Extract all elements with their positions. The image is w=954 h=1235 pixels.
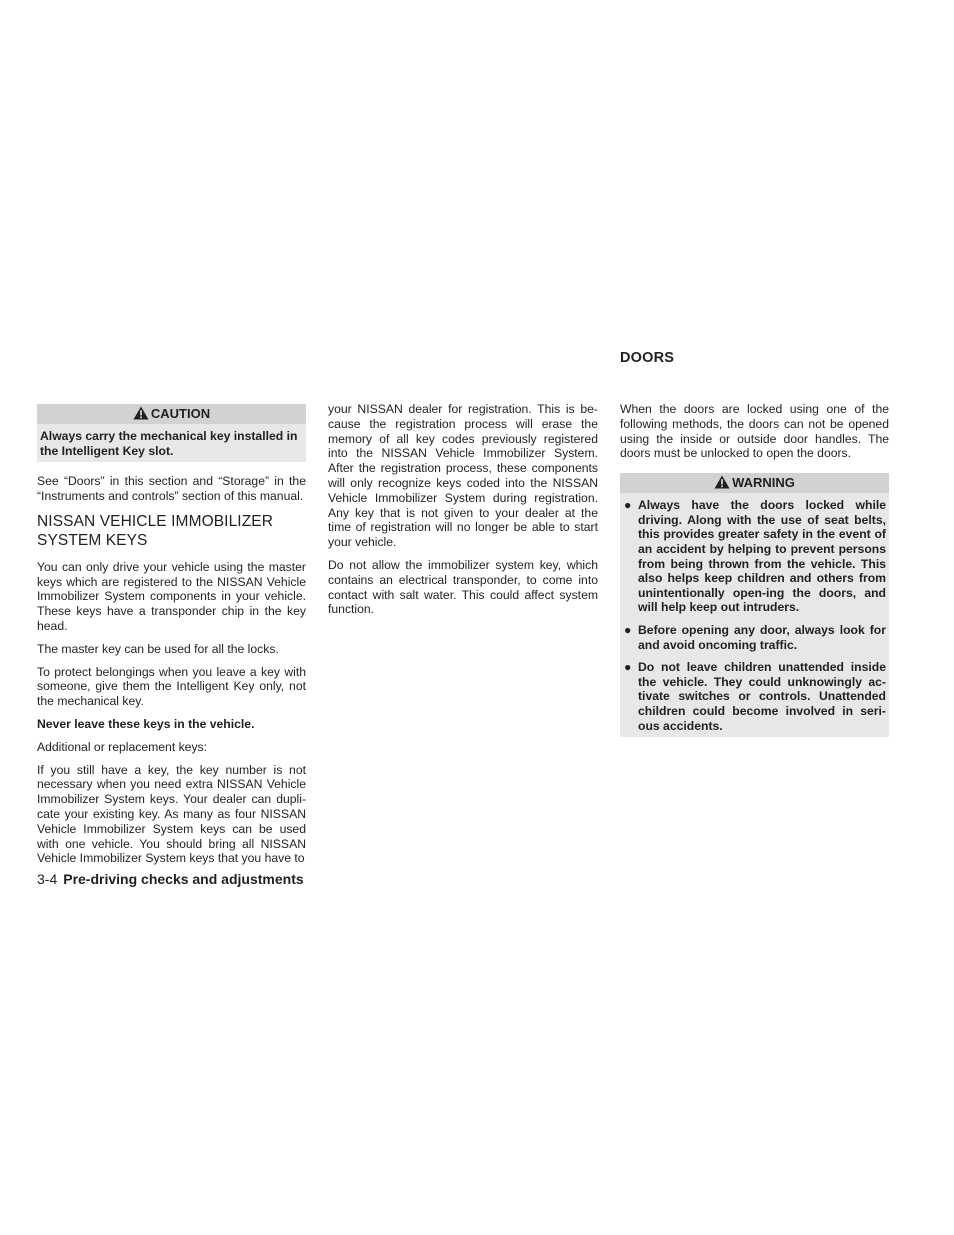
list-item-text: Do not leave children unattended inside the vehicle. They could unknowingly ac-tivate switches or controls. Unattended children could become involved in seri-ous accidents. [638,660,886,733]
paragraph: your NISSAN dealer for registration. This is be-cause the registration process will erase the memory of all key codes previously registered into the NISSAN Vehicle Immobilizer System. After the registration process, these components will only recognize keys coded into the NISSAN Vehicle Immobilizer System during registration. Any key that is not given to your dealer at the time of registration will no longer be able to start your vehicle. [328,402,598,550]
warning-list [620,493,889,737]
warning-header [620,473,889,493]
paragraph: You can only drive your vehicle using the master keys which are registered to the NISSAN Vehicle Immobilizer System components in your vehicle. These keys have a transponder chip in the key head. [37,559,306,633]
doors-section-title: DOORS [620,350,675,366]
bullet-icon: ● [624,498,632,513]
list-item [623,623,886,652]
doors-intro: When the doors are locked using one of the following methods, the doors can not be opened using the inside or outside door handles. The doors must be unlocked to open the doors. [620,402,889,461]
warning-triangle-icon [714,475,730,489]
caution-heading: CAUTION [150,406,211,421]
caution-box [37,404,306,462]
list-item-text: Before opening any door, always look for and avoid oncoming traffic. [638,622,886,652]
right-column [620,402,889,749]
left-column [37,404,306,874]
paragraph: The master key can be used for all the locks. [37,641,279,656]
bold-notice: Never leave these keys in the vehicle. [37,716,255,731]
page-footer [37,871,304,888]
warning-body [620,493,889,737]
warning-heading: WARNING [732,475,795,491]
caution-text: Always carry the mechanical key installed in the Intelligent Key slot. [37,424,306,462]
page-number: 3-4 [37,871,58,887]
paragraph: Additional or replacement keys: [37,739,208,754]
caution-header [37,404,306,424]
middle-column [328,402,598,625]
intro-paragraph: See “Doors” in this section and “Storage” in the “Instruments and controls” section of this manual. [37,474,306,503]
paragraph: To protect belongings when you leave a key with someone, give them the Intelligent Key only, not the mechanical key. [37,664,306,709]
bullet-icon: ● [624,622,632,637]
warning-triangle-icon [133,406,149,420]
list-item [623,498,886,615]
list-item [623,660,886,733]
footer-section-title: Pre-driving checks and adjustments [63,871,304,887]
immobilizer-section-title: NISSAN VEHICLE IMMOBILIZER SYSTEM KEYS [37,512,274,549]
paragraph: If you still have a key, the key number is not necessary when you need extra NISSAN Vehicle Immobilizer System keys. Your dealer can dupli-cate your existing key. As many as four NISSAN Vehicle Immobilizer System keys can be used with one vehicle. You should bring all NISSAN Vehicle Immobilizer System keys that you have to [37,762,306,866]
list-item-text: Always have the doors locked while driving. Along with the use of seat belts, this provides greater safety in the event of an accident by helping to prevent persons from being thrown from the vehicle. This also helps keep children and others from unintentionally open-ing the doors, and will help keep out intruders. [638,498,886,615]
warning-box [620,473,889,737]
bullet-icon: ● [624,660,632,675]
paragraph: Do not allow the immobilizer system key, which contains an electrical transponder, to come into contact with salt water. This could affect system function. [328,557,598,617]
